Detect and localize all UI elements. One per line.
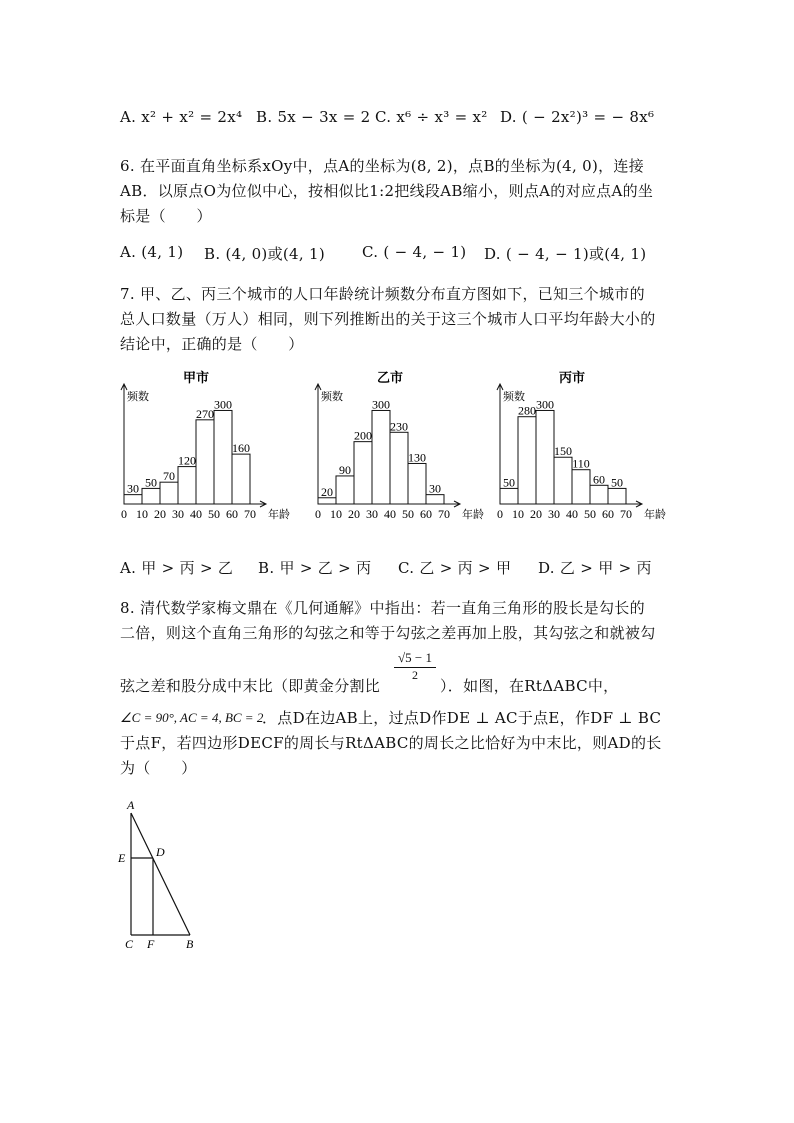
q6-line-3: 标是（ ）	[120, 207, 212, 225]
q8-line-3b: ）．如图，在RtΔABC中，	[440, 677, 619, 695]
histogram-bar	[232, 454, 250, 504]
fraction-denominator: 2	[412, 668, 418, 682]
bar-value-label: 50	[145, 475, 157, 490]
x-tick-label: 40	[190, 507, 202, 521]
q6-option-a: A. (4, 1)	[120, 243, 184, 261]
histogram-bar	[590, 485, 608, 504]
x-tick-label: 70	[244, 507, 256, 521]
x-tick-label: 20	[348, 507, 360, 521]
histogram-bar	[354, 442, 372, 504]
x-tick-label: 60	[226, 507, 238, 521]
x-axis-label: 年龄	[644, 508, 666, 521]
q5-option-b: B. 5x − 3x = 2	[256, 108, 371, 126]
bar-value-label: 230	[390, 419, 408, 434]
x-tick-label: 40	[384, 507, 396, 521]
bar-value-label: 300	[536, 397, 554, 412]
y-axis-label: 频数	[321, 390, 343, 403]
q5-option-a: A. x² + x² = 2x⁴	[120, 108, 243, 126]
q7-option-c: C. 乙 > 丙 > 甲	[398, 559, 512, 577]
q8-line-4a: ∠C = 90°, AC = 4, BC = 2	[120, 710, 264, 725]
histogram-bar	[196, 420, 214, 504]
bar-value-label: 50	[503, 475, 515, 490]
q7-line-3: 结论中，正确的是（ ）	[120, 335, 304, 353]
x-tick-label: 60	[602, 507, 614, 521]
bar-value-label: 30	[429, 481, 441, 496]
x-tick-label: 10	[330, 507, 342, 521]
histogram-bar	[372, 410, 390, 504]
histogram-bar	[500, 488, 518, 504]
q8-line-1: 8. 清代数学家梅文鼎在《几何通解》中指出：若一直角三角形的股长是勾长的	[120, 599, 645, 617]
histogram-jia	[112, 370, 290, 532]
triangle-figure	[110, 795, 220, 955]
x-tick-label: 30	[548, 507, 560, 521]
bar-value-label: 110	[572, 456, 590, 471]
q7-line-2: 总人口数量（万人）相同，则下列推断出的关于这三个城市人口平均年龄大小的	[120, 310, 656, 328]
chart-title: 乙市	[376, 371, 404, 386]
q7-option-a: A. 甲 > 丙 > 乙	[120, 559, 234, 577]
x-tick-label: 0	[121, 507, 127, 521]
q6-option-b: B. (4, 0)或(4, 1)	[204, 245, 326, 263]
fraction-numerator: √5 − 1	[398, 650, 432, 665]
x-tick-label: 30	[366, 507, 378, 521]
side-ab	[131, 813, 190, 935]
q8-line-4b: ．点D在边AB上，过点D作DE ⊥ AC于点E，作DF ⊥ BC	[262, 709, 662, 727]
x-tick-label: 50	[208, 507, 220, 521]
q6-line-1: 6. 在平面直角坐标系xOy中，点A的坐标为(8, 2)，点B的坐标为(4, 0)，连接	[120, 157, 645, 175]
bar-value-label: 60	[593, 472, 605, 487]
histogram-bar	[214, 410, 232, 504]
histogram-bar	[142, 488, 160, 504]
q7-option-d: D. 乙 > 甲 > 丙	[538, 559, 652, 577]
label-c: C	[125, 937, 134, 951]
bar-value-label: 70	[163, 469, 175, 484]
histogram-bar	[518, 417, 536, 504]
golden-ratio-fraction	[392, 650, 438, 683]
histogram-bar	[160, 482, 178, 504]
bar-value-label: 200	[354, 428, 372, 443]
bar-value-label: 20	[321, 484, 333, 499]
bar-value-label: 150	[554, 444, 572, 459]
histogram-bar	[572, 470, 590, 504]
label-d: D	[156, 845, 165, 859]
x-tick-label: 0	[315, 507, 321, 521]
x-tick-label: 50	[584, 507, 596, 521]
label-f: F	[147, 937, 155, 951]
histogram-bar	[554, 457, 572, 504]
x-tick-label: 20	[154, 507, 166, 521]
histogram-yi	[306, 370, 484, 532]
bar-value-label: 30	[127, 481, 139, 496]
label-b: B	[186, 937, 194, 951]
y-axis-label: 频数	[127, 390, 149, 403]
x-tick-label: 50	[402, 507, 414, 521]
q5-option-c: C. x⁶ ÷ x³ = x²	[375, 108, 488, 126]
x-tick-label: 20	[530, 507, 542, 521]
bar-value-label: 300	[214, 397, 232, 412]
histogram-bar	[426, 495, 444, 504]
x-tick-label: 10	[512, 507, 524, 521]
chart-title: 丙市	[558, 371, 586, 386]
bar-value-label: 90	[339, 462, 351, 477]
q7-line-1: 7. 甲、乙、丙三个城市的人口年龄统计频数分布直方图如下，已知三个城市的	[120, 285, 645, 303]
q8-line-2: 二倍，则这个直角三角形的勾弦之和等于勾弦之差再加上股，其勾弦之和就被勾	[120, 624, 656, 642]
histogram-bar	[390, 432, 408, 504]
bar-value-label: 280	[518, 403, 536, 418]
bar-value-label: 270	[196, 406, 214, 421]
bar-value-label: 50	[611, 475, 623, 490]
q8-line-3: 弦之差和股分成中末比（即黄金分割比	[120, 677, 381, 695]
label-e: E	[118, 851, 126, 865]
q6-line-2: AB．以原点O为位似中心，按相似比1:2把线段AB缩小，则点A的对应点A的坐	[120, 182, 654, 200]
x-tick-label: 70	[438, 507, 450, 521]
q8-line-6: 为（ ）	[120, 759, 197, 777]
q5-option-d: D. ( − 2x²)³ = − 8x⁶	[500, 108, 655, 126]
q7-option-b: B. 甲 > 乙 > 丙	[258, 559, 372, 577]
x-tick-label: 30	[172, 507, 184, 521]
histogram-bar	[336, 476, 354, 504]
bar-value-label: 300	[372, 397, 390, 412]
q6-option-d: D. ( − 4, − 1)或(4, 1)	[484, 245, 647, 263]
x-axis-label: 年龄	[462, 508, 484, 521]
histogram-bar	[178, 467, 196, 504]
bar-value-label: 160	[232, 441, 250, 456]
histogram-bar	[608, 488, 626, 504]
bar-value-label: 130	[408, 450, 426, 465]
histogram-bar	[536, 410, 554, 504]
x-tick-label: 10	[136, 507, 148, 521]
x-tick-label: 60	[420, 507, 432, 521]
histogram-bing	[488, 370, 666, 532]
bar-value-label: 120	[178, 453, 196, 468]
q6-option-c: C. ( − 4, − 1)	[362, 243, 467, 261]
x-tick-label: 70	[620, 507, 632, 521]
histogram-bar	[124, 495, 142, 504]
y-axis-label: 频数	[503, 390, 525, 403]
chart-title: 甲市	[182, 371, 210, 386]
histogram-bar	[408, 463, 426, 504]
q8-line-5: 于点F，若四边形DECF的周长与RtΔABC的周长之比恰好为中末比，则AD的长	[120, 734, 662, 752]
x-tick-label: 0	[497, 507, 503, 521]
x-axis-label: 年龄	[268, 508, 290, 521]
label-a: A	[127, 798, 135, 812]
x-tick-label: 40	[566, 507, 578, 521]
